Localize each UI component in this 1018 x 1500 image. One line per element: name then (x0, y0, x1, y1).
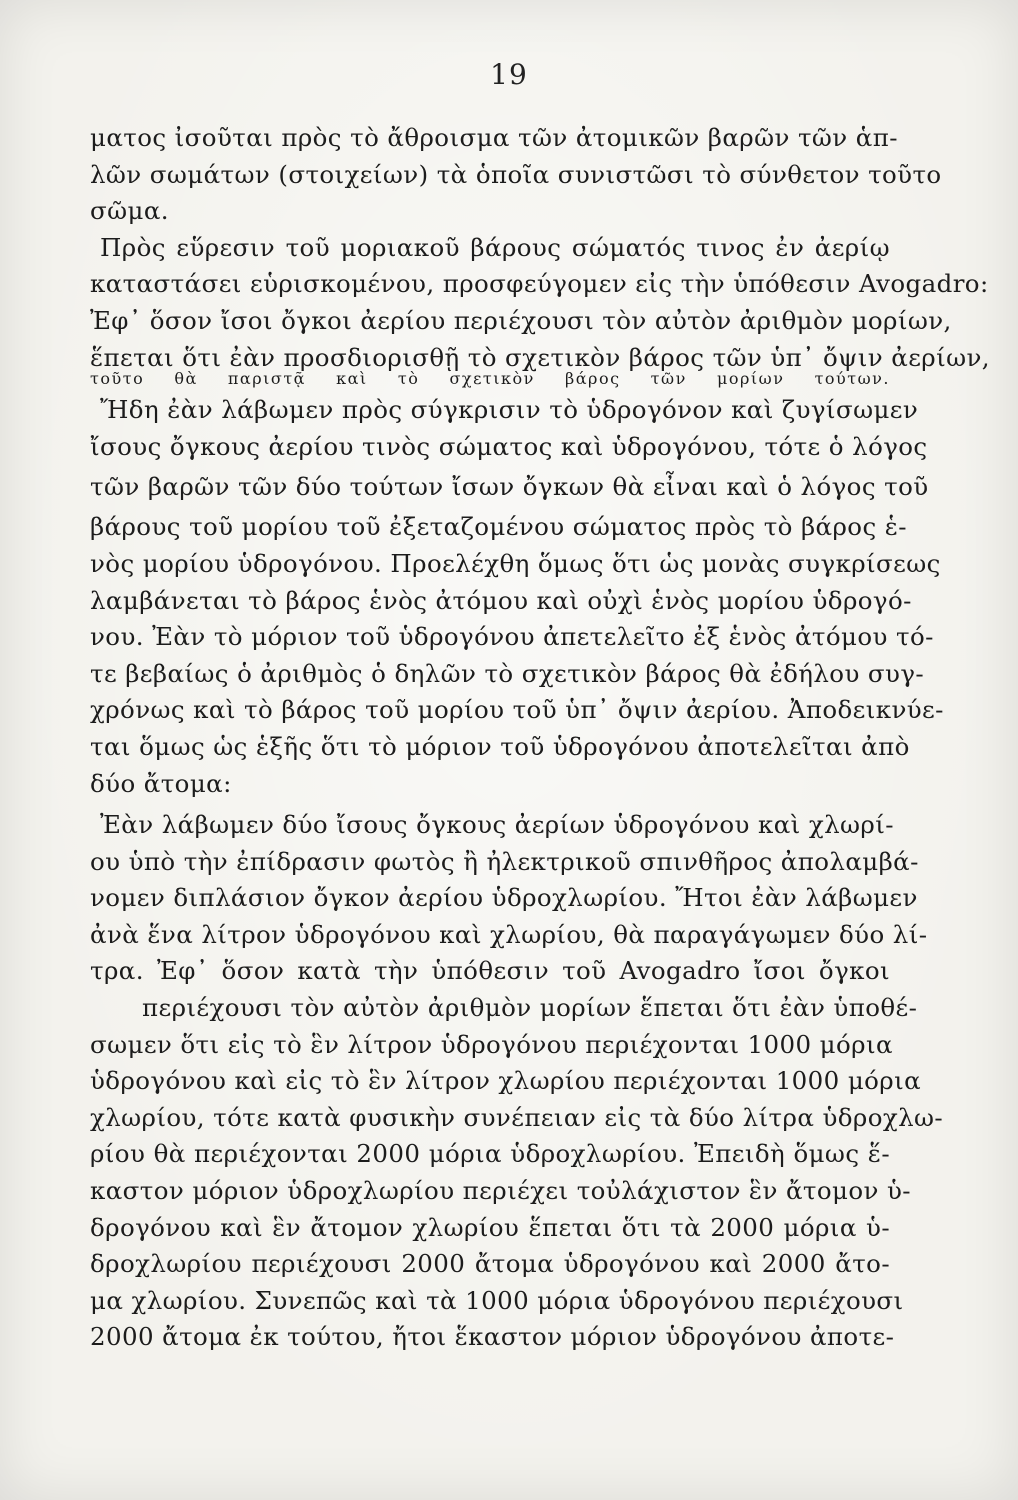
text-line: τῶν βαρῶν τῶν δύο τούτων ἴσων ὄγκων θὰ εἶναι καὶ ὁ λόγος τοῦ (90, 472, 929, 502)
page-number: 19 (490, 58, 528, 91)
text-line: δύο ἄτομα: (90, 768, 232, 798)
text-line: καταστάσει εὑρισκομένου, προσφεύγομεν εἰς τὴν ὑπόθεσιν Avogadro: (90, 269, 989, 299)
text-line: χρόνως καὶ τὸ βάρος τοῦ μορίου τοῦ ὑπ᾽ ὄψιν ἀερίου. Ἀποδεικνύε- (90, 695, 944, 725)
paragraph-start-line: Ἐὰν λάβωμεν δύο ἴσους ὄγκους ἀερίων ὑδρογόνου καὶ χλωρί- (100, 810, 894, 840)
text-line: Ἐφ᾽ ὅσον ἴσοι ὄγκοι ἀερίου περιέχουσι τὸν αὐτὸν ἀριθμὸν μορίων, (90, 305, 952, 335)
text-line: ρίου θὰ περιέχονται 2000 μόρια ὑδροχλωρίου. Ἐπειδὴ ὅμως ἕ- (90, 1139, 890, 1169)
text-line: ἕπεται ὅτι ἐὰν προσδιορισθῇ τὸ σχετικὸν βάρος τῶν ὑπ᾽ ὄψιν ἀερίων, (90, 342, 990, 372)
paragraph-start-line: Ἤδη ἐὰν λάβωμεν πρὸς σύγκρισιν τὸ ὑδρογόνον καὶ ζυγίσωμεν (100, 395, 919, 425)
text-line: βάρους τοῦ μορίου τοῦ ἐξεταζομένου σώματος πρὸς τὸ βάρος ἑ- (90, 512, 907, 542)
text-line: λῶν σωμάτων (στοιχείων) τὰ ὁποῖα συνιστῶσι τὸ σύνθετον τοῦτο (90, 159, 942, 189)
text-line: ἀνὰ ἕνα λίτρον ὑδρογόνου καὶ χλωρίου, θὰ παραγάγωμεν δύο λί- (90, 919, 928, 949)
text-line: καστον μόριον ὑδροχλωρίου περιέχει τοὐλάχιστον ἓν ἄτομον ὑ- (90, 1176, 911, 1206)
text-line: τρα. Ἐφ᾽ ὅσον κατὰ τὴν ὑπόθεσιν τοῦ Avogadro ἴσοι ὄγκοι (90, 956, 890, 986)
text-line: μα χλωρίου. Συνεπῶς καὶ τὰ 1000 μόρια ὑδρογόνου περιέχουσι (90, 1285, 904, 1315)
text-line: νὸς μορίου ὑδρογόνου. Προελέχθη ὅμως ὅτι ὡς μονὰς συγκρίσεως (90, 548, 941, 578)
text-line: τε βεβαίως ὁ ἀριθμὸς ὁ δηλῶν τὸ σχετικὸν βάρος θὰ ἐδήλου συγ- (90, 658, 925, 688)
inserted-annotation-line: τοῦτο θὰ παριστᾷ καὶ τὸ σχετικὸν βάρος τῶν μορίων τούτων. (90, 369, 890, 389)
text-line: περιέχουσι τὸν αὐτὸν ἀριθμὸν μορίων ἕπεται ὅτι ἐὰν ὑποθέ- (142, 993, 918, 1023)
paragraph-start-line: Πρὸς εὕρεσιν τοῦ μοριακοῦ βάρους σώματός τινος ἐν ἀερίῳ (100, 232, 890, 262)
text-line: δρογόνου καὶ ἓν ἄτομον χλωρίου ἕπεται ὅτι τὰ 2000 μόρια ὑ- (90, 1212, 890, 1242)
text-line: ου ὑπὸ τὴν ἐπίδρασιν φωτὸς ἢ ἠλεκτρικοῦ σπινθῆρος ἀπολαμβά- (90, 846, 919, 876)
text-line: νομεν διπλάσιον ὄγκον ἀερίου ὑδροχλωρίου. Ἤτοι ἐὰν λάβωμεν (90, 883, 918, 913)
text-line: σῶμα. (90, 196, 169, 226)
body-text (90, 120, 990, 1356)
text-line: 2000 ἄτομα ἐκ τούτου, ἤτοι ἕκαστον μόριον ὑδρογόνου ἀποτε- (90, 1322, 895, 1352)
text-line: ται ὅμως ὡς ἑξῆς ὅτι τὸ μόριον τοῦ ὑδρογόνου ἀποτελεῖται ἀπὸ (90, 731, 910, 761)
text-line: λαμβάνεται τὸ βάρος ἑνὸς ἀτόμου καὶ οὐχὶ ἑνὸς μορίου ὑδρογό- (90, 585, 912, 615)
text-line: χλωρίου, τότε κατὰ φυσικὴν συνέπειαν εἰς τὰ δύο λίτρα ὑδροχλω- (90, 1102, 944, 1132)
text-line: ματος ἰσοῦται πρὸς τὸ ἄθροισμα τῶν ἀτομικῶν βαρῶν τῶν ἁπ- (90, 123, 898, 152)
text-line: νου. Ἐὰν τὸ μόριον τοῦ ὑδρογόνου ἀπετελεῖτο ἐξ ἑνὸς ἀτόμου τό- (90, 622, 934, 652)
text-line: δροχλωρίου περιέχουσι 2000 ἄτομα ὑδρογόνου καὶ 2000 ἄτο- (90, 1249, 890, 1279)
text-line: ὑδρογόνου καὶ εἰς τὸ ἓν λίτρον χλωρίου περιέχονται 1000 μόρια (90, 1066, 922, 1096)
text-line: ἴσους ὄγκους ἀερίου τινὸς σώματος καὶ ὑδρογόνου, τότε ὁ λόγος (90, 431, 928, 461)
text-line: σωμεν ὅτι εἰς τὸ ἓν λίτρον ὑδρογόνου περιέχονται 1000 μόρια (90, 1029, 893, 1059)
